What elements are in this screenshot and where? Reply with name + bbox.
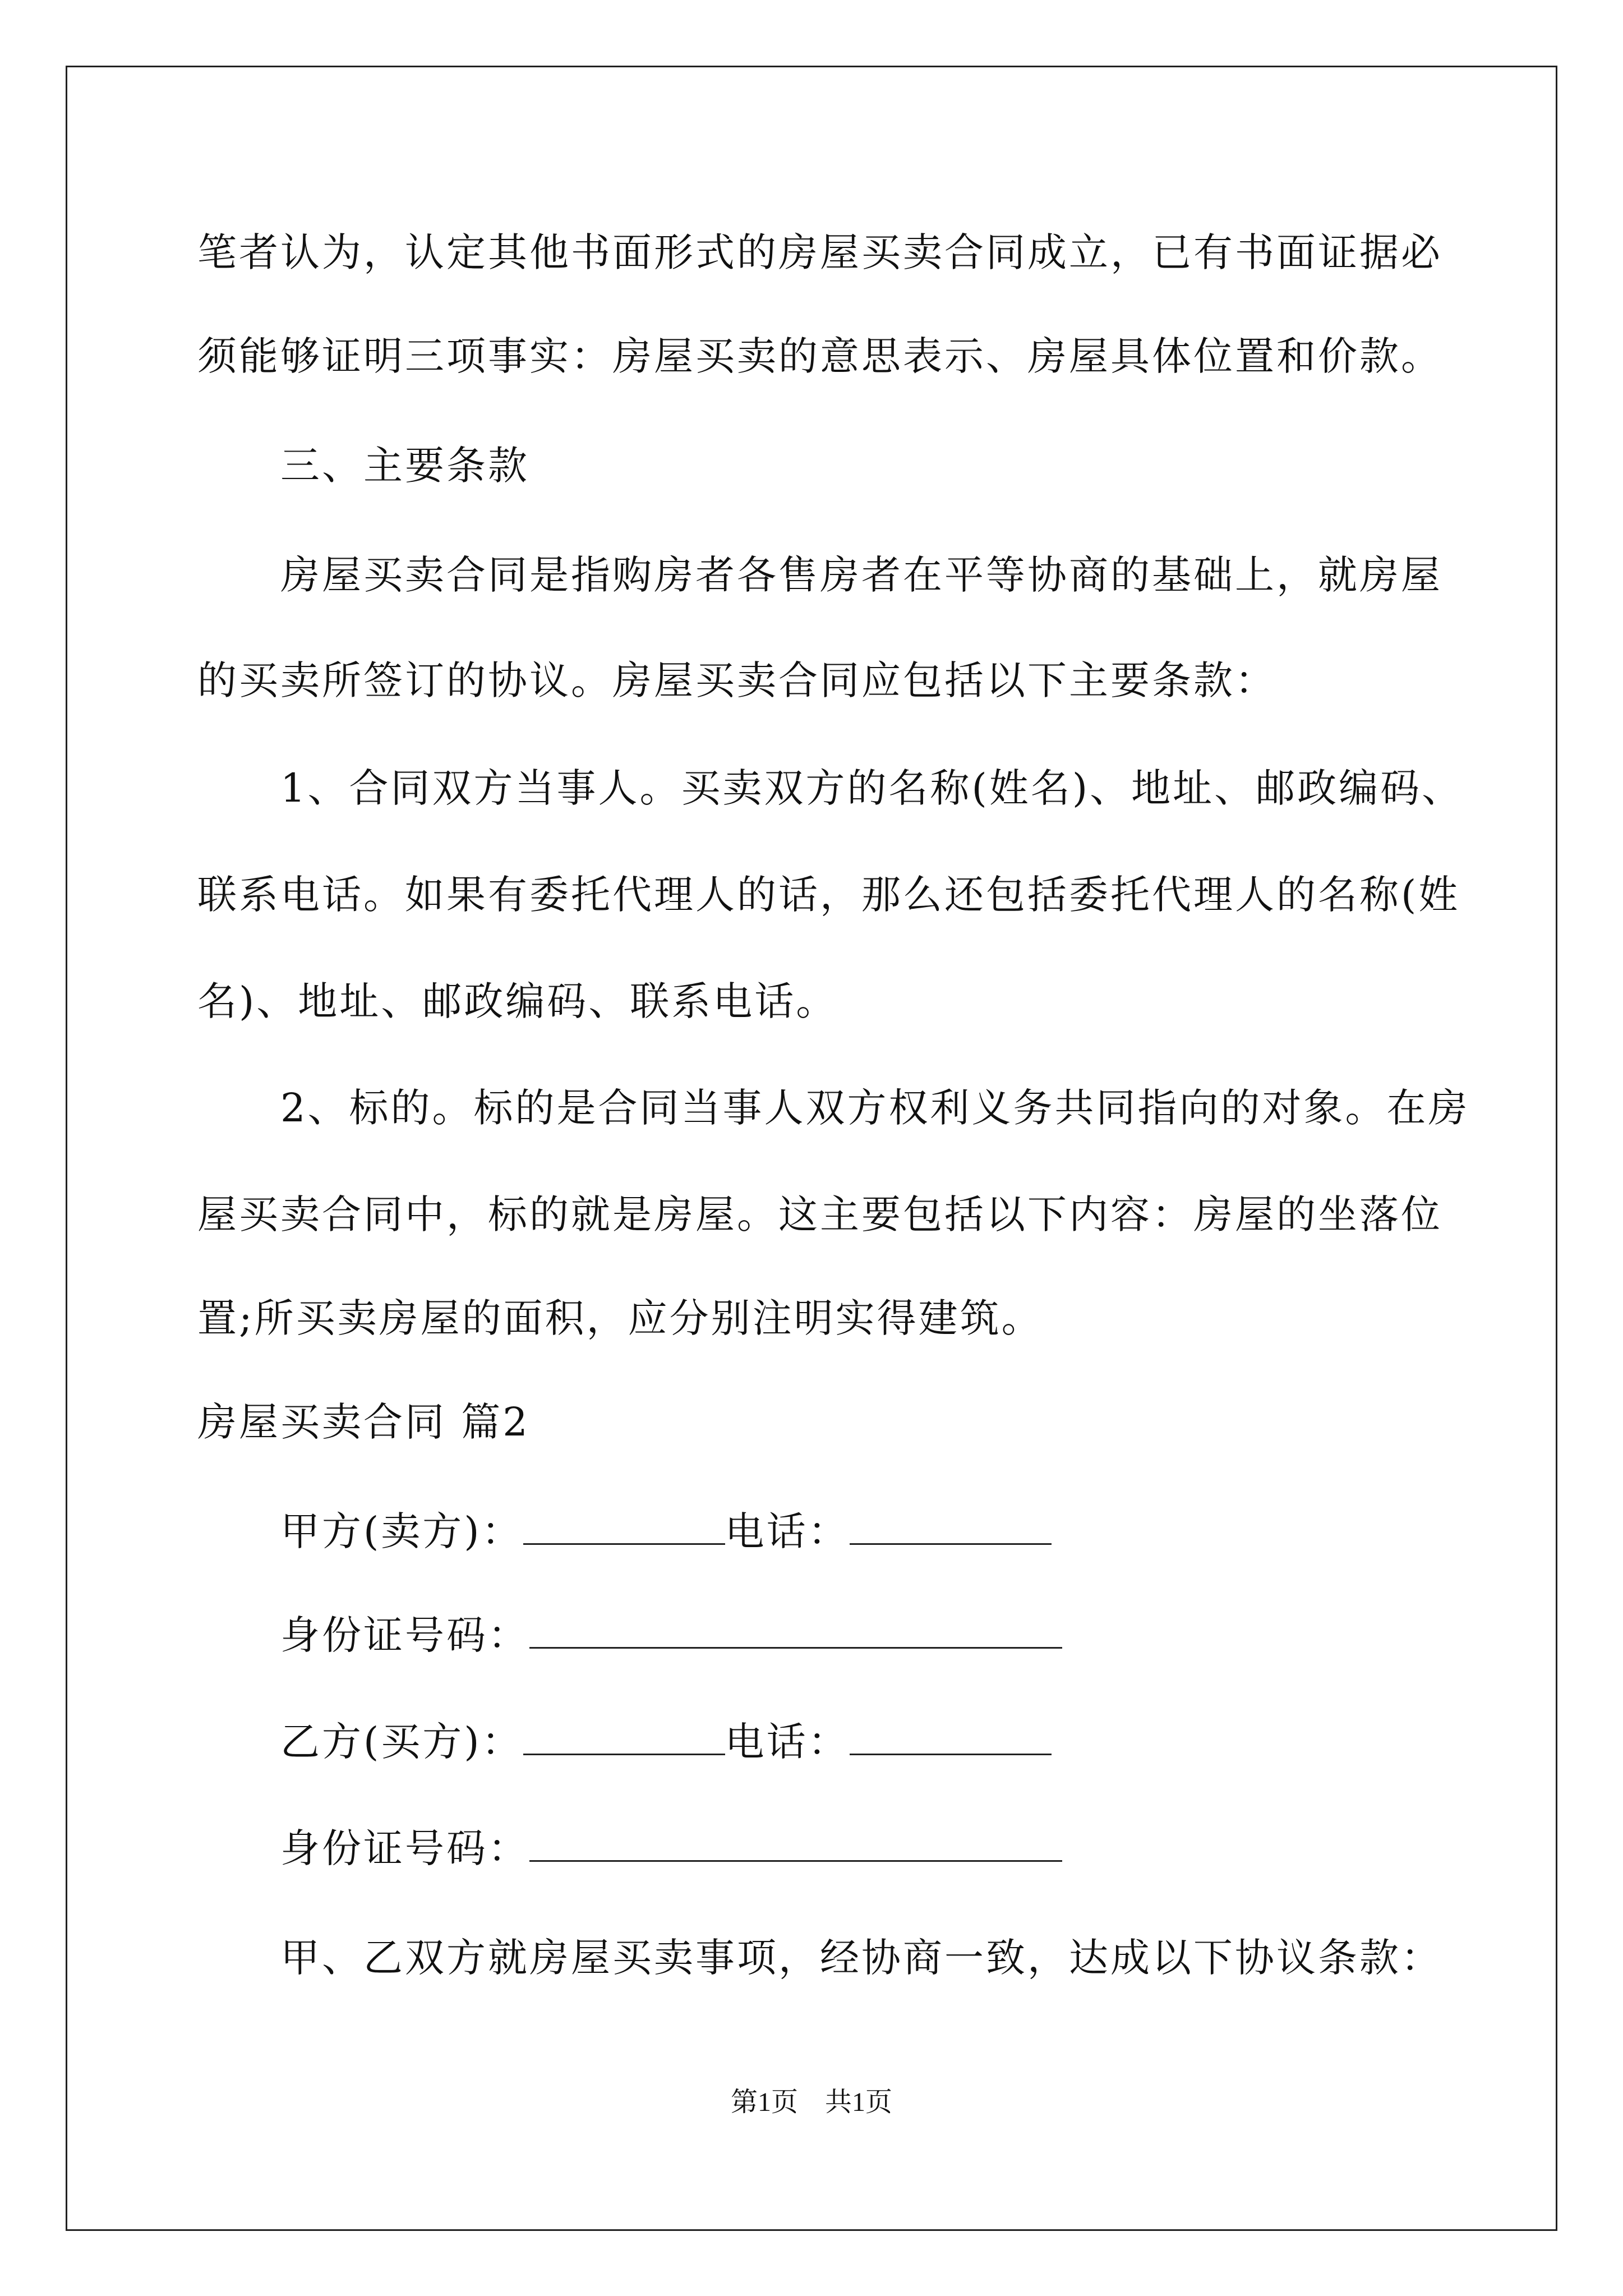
party-a-name-blank[interactable]	[523, 1508, 725, 1545]
party-b-phone-blank[interactable]	[850, 1719, 1052, 1755]
party-a-id-label: 身份证号码：	[280, 1612, 529, 1658]
party-a-phone-label: 电话：	[725, 1508, 850, 1554]
party-b-id-label: 身份证号码：	[280, 1825, 529, 1871]
paragraph-1-line-1: 笔者认为，认定其他书面形式的房屋买卖合同成立，已有书面证据必	[197, 229, 1442, 275]
paragraph-3-line-2: 联系电话。如果有委托代理人的话，那么还包括委托代理人的名称(姓	[197, 872, 1460, 918]
party-a-id-blank[interactable]	[529, 1612, 1062, 1649]
party-b-label: 乙方(买方)：	[280, 1719, 523, 1765]
party-a-label: 甲方(卖方)：	[280, 1508, 523, 1554]
paragraph-3-line-3: 名)、地址、邮政编码、联系电话。	[197, 978, 838, 1024]
paragraph-4-line-1: 2、标的。标的是合同当事人双方权利义务共同指向的对象。在房	[280, 1085, 1470, 1131]
party-b-row	[280, 1714, 1052, 1770]
party-a-row	[280, 1503, 1052, 1559]
paragraph-2-line-1: 房屋买卖合同是指购房者各售房者在平等协商的基础上，就房屋	[280, 552, 1442, 598]
agreement-line: 甲、乙双方就房屋买卖事项，经协商一致，达成以下协议条款：	[280, 1935, 1442, 1981]
paragraph-4-line-2: 屋买卖合同中，标的就是房屋。这主要包括以下内容：房屋的坐落位	[197, 1191, 1442, 1237]
paragraph-4-line-3: 置;所买卖房屋的面积，应分别注明实得建筑。	[197, 1295, 1043, 1341]
paragraph-3-line-1: 1、合同双方当事人。买卖双方的名称(姓名)、地址、邮政编码、	[280, 765, 1464, 811]
paragraph-2-line-2: 的买卖所签订的协议。房屋买卖合同应包括以下主要条款：	[197, 657, 1276, 703]
party-a-id-row	[280, 1607, 1062, 1663]
section-subheading: 三、主要条款	[280, 443, 529, 489]
paragraph-1-line-2: 须能够证明三项事实：房屋买卖的意思表示、房屋具体位置和价款。	[197, 333, 1442, 379]
section-heading: 房屋买卖合同 篇2	[197, 1399, 530, 1445]
party-a-phone-blank[interactable]	[850, 1508, 1052, 1545]
page-border	[66, 66, 1557, 2231]
party-b-phone-label: 电话：	[725, 1719, 850, 1765]
party-b-name-blank[interactable]	[523, 1719, 725, 1755]
page-number-footer: 第1页 共1页	[730, 2087, 892, 2117]
party-b-id-row	[280, 1820, 1062, 1876]
party-b-id-blank[interactable]	[529, 1825, 1062, 1862]
